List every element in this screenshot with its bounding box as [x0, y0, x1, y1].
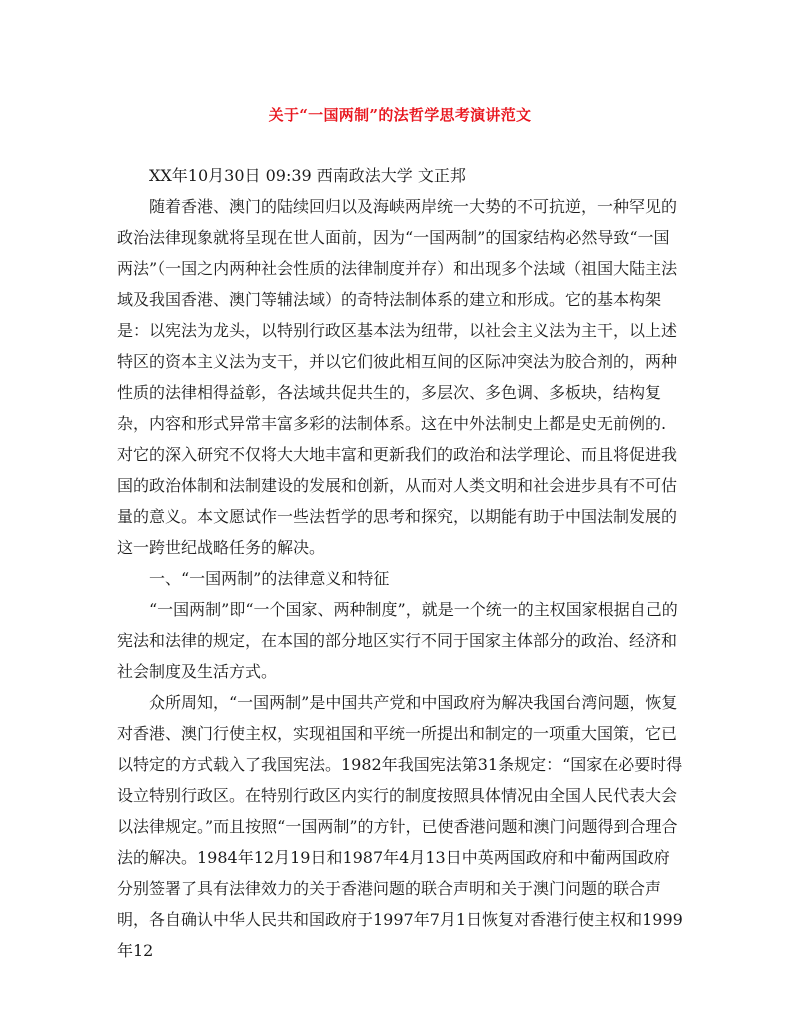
document-body [117, 160, 683, 966]
body-paragraph: 众所周知，“一国两制”是中国共产党和中国政府为解决我国台湾问题，恢复对香港、澳门行使主权，实现祖国和平统一所提出和制定的一项重大国策，它已以特定的方式载入了我国宪法。1982年我国宪法第31条规定：“国家在必要时得设立特别行政区。在特别行政区内实行的制度按照具体情况由全国人民代表大会以法律规定。”而且按照“一国两制”的方针，已使香港问题和澳门问题得到合理合法的解决。1984年12月19日和1987年4月13日中英两国政府和中葡两国政府分别签署了具有法律效力的关于香港问题的联合声明和关于澳门问题的联合声明，各自确认中华人民共和国政府于1997年7月1日恢复对香港行使主权和1999年12 [117, 693, 683, 960]
body-paragraph: 随着香港、澳门的陆续回归以及海峡两岸统一大势的不可抗逆，一种罕见的政治法律现象就将呈现在世人面前，因为“一国两制”的国家结构必然导致“一国两法”（一国之内两种社会性质的法律制度并存）和出现多个法域（祖国大陆主法域及我国香港、澳门等辅法域）的奇特法制体系的建立和形成。它的基本构架是：以宪法为龙头，以特别行政区基本法为纽带，以社会主义法为主干，以上述特区的资本主义法为支干，并以它们彼此相互间的区际冲突法为胶合剂的，两种性质的法律相得益彰，各法域共促共生的，多层次、多色调、多板块，结构复杂，内容和形式异常丰富多彩的法制体系。这在中外法制史上都是史无前例的. 对它的深入研究不仅将大大地丰富和更新我们的政治和法学理论、而且将促进我国的政治体制和法制建设的发展和创新，从而对人类文明和社会进步具有不可估量的意义。本文愿试作一些法哲学的思考和探究，以期能有助于中国法制发展的这一跨世纪战略任务的解决。 [117, 197, 678, 557]
body-paragraph: “一国两制”即“一个国家、两种制度”，就是一个统一的主权国家根据自己的宪法和法律的规定，在本国的部分地区实行不同于国家主体部分的政治、经济和社会制度及生活方式。 [117, 600, 678, 681]
byline: XX年10月30日 09:39 西南政法大学 文正邦 [149, 166, 466, 185]
document-title: 关于“一国两制”的法哲学思考演讲范文 [268, 106, 532, 124]
section-heading: 一、“一国两制”的法律意义和特征 [149, 569, 390, 588]
